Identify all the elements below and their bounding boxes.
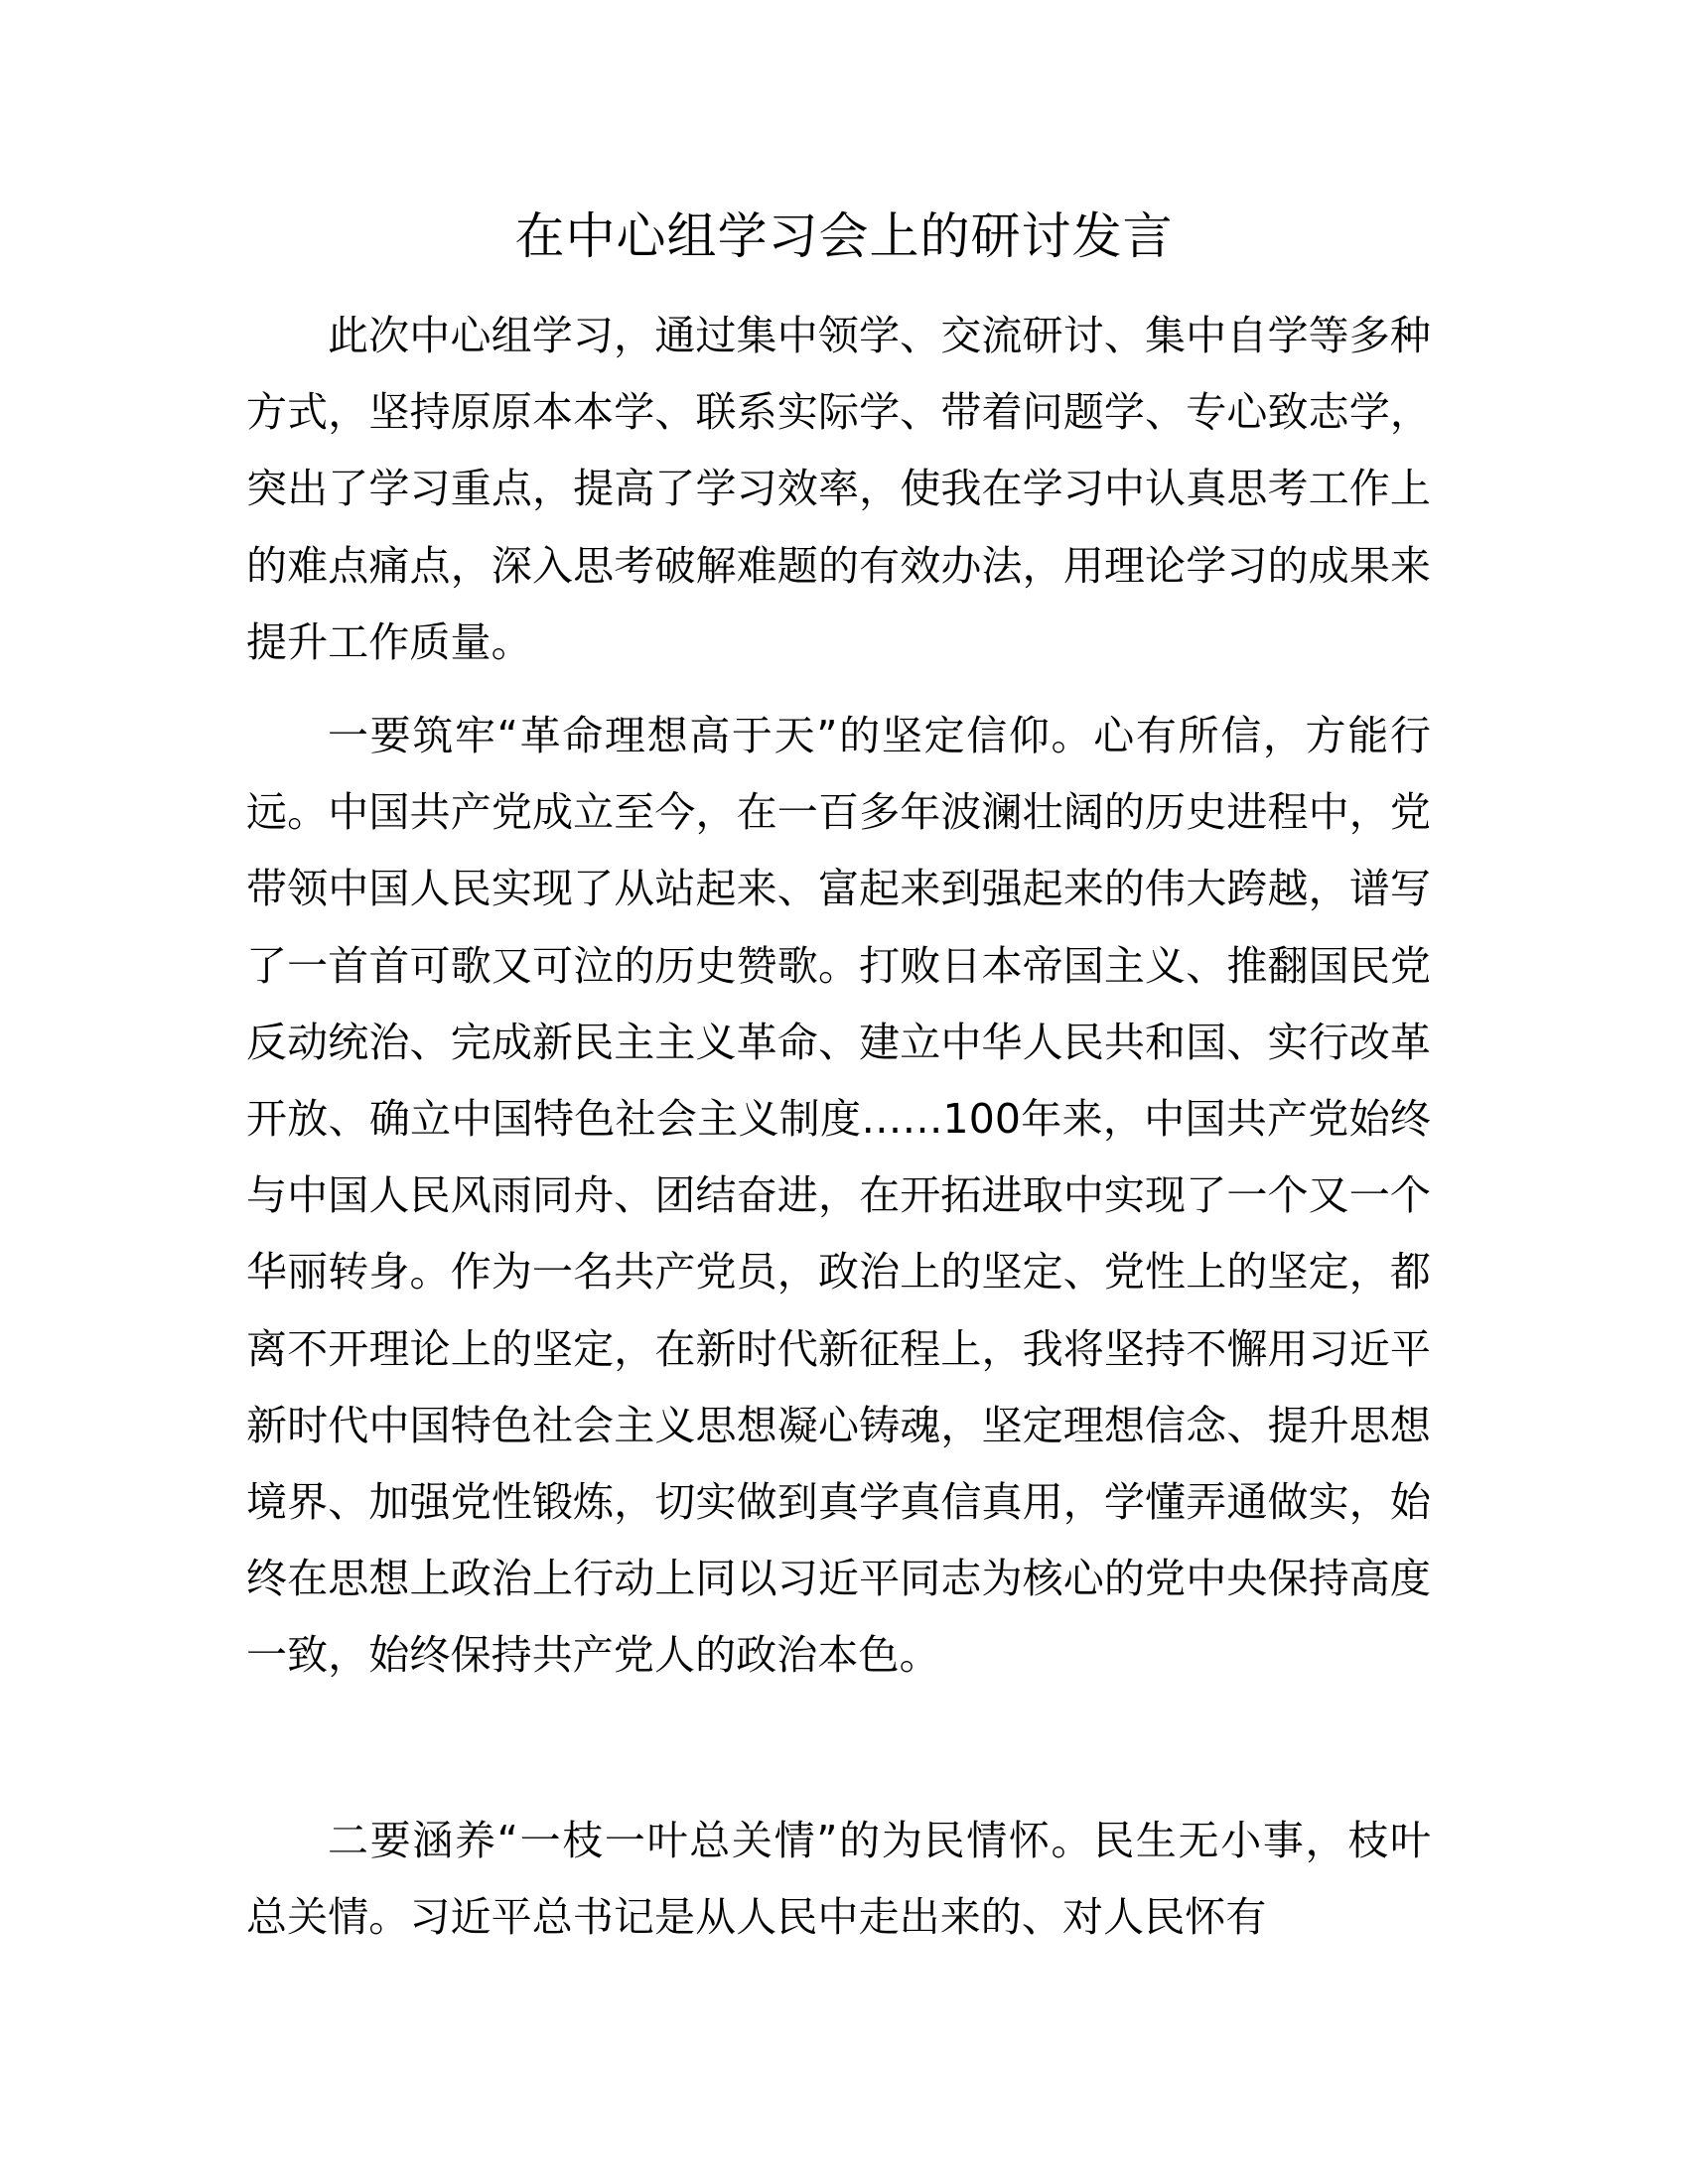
paragraph-point-one: 一要筑牢“革命理想高于天”的坚定信仰。心有所信，方能行远。中国共产党成立至今，在一百多年波澜壮阔的历史进程中，党带领中国人民实现了从站起来、富起来到强起来的伟大跨越，谱写了一首首可歌又可泣的历史赞歌。打败日本帝国主义、推翻国民党反动统治、完成新民主主义革命、建立中华人民共和国、实行改革开放、确立中国特色社会主义制度……100年来，中国共产党始终与中国人民风雨同舟、团结奋进，在开拓进取中实现了一个又一个华丽转身。作为一名共产党员，政治上的坚定、党性上的坚定，都离不开理论上的坚定，在新时代新征程上，我将坚持不懈用习近平新时代中国特色社会主义思想凝心铸魂，坚定理想信念、提升思想境界、加强党性锻炼，切实做到真学真信真用，学懂弄通做实，始终在思想上政治上行动上同以习近平同志为核心的党中央保持高度一致，始终保持共产党人的政治本色。 [246,712,1431,1680]
document-title: 在中心组学习会上的研讨发言 [514,207,1174,265]
paragraph-intro: 此次中心组学习，通过集中领学、交流研讨、集中自学等多种方式，坚持原原本本学、联系实际学、带着问题学、专心致志学，突出了学习重点，提高了学习效率，使我在学习中认真思考工作上的难点痛点，深入思考破解难题的有效办法，用理论学习的成果来提升工作质量。 [246,312,1431,666]
paragraph-point-two: 二要涵养“一枝一叶总关情”的为民情怀。民生无小事，枝叶总关情。习近平总书记是从人民中走出来的、对人民怀有 [246,1817,1431,1942]
